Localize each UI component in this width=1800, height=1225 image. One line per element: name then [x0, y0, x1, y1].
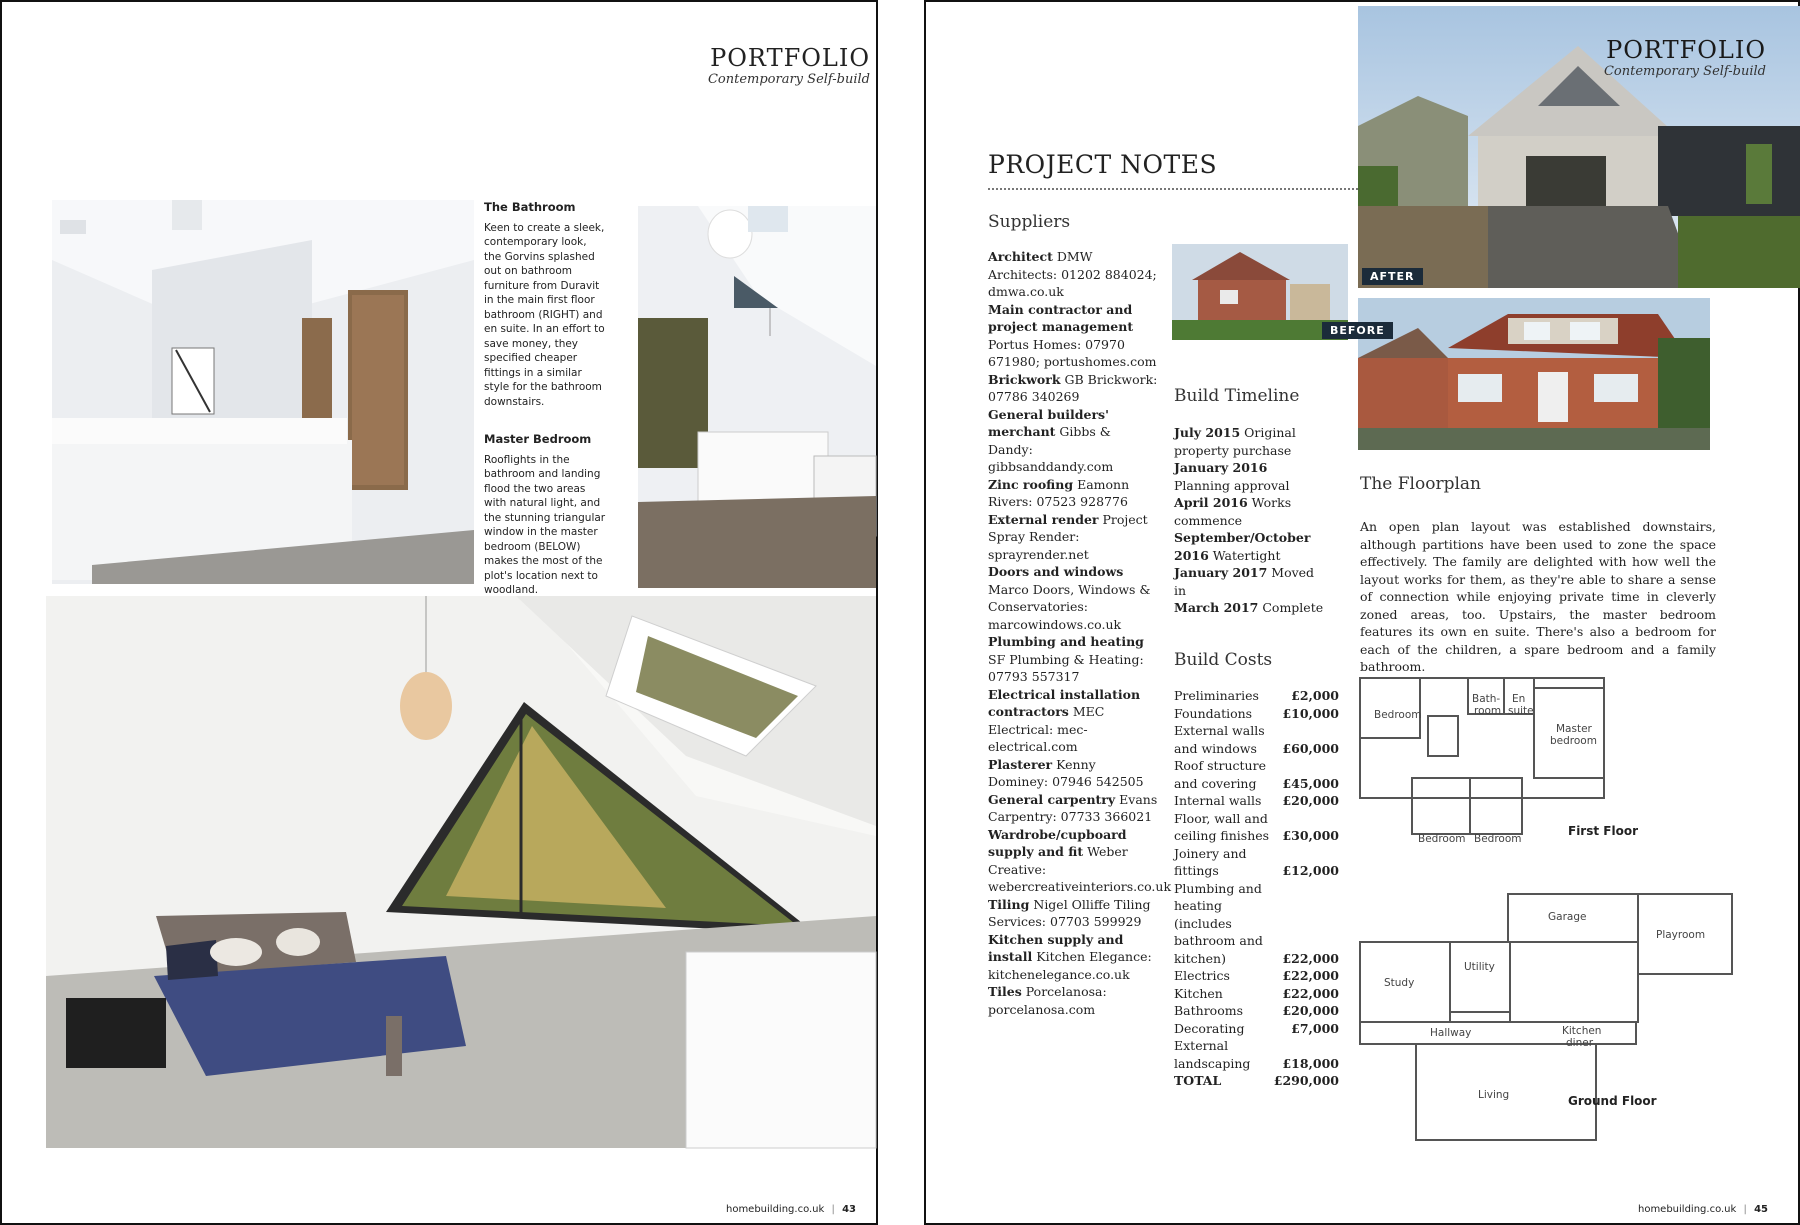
room-study: Study	[1384, 977, 1415, 989]
cost-row	[1174, 1020, 1339, 1038]
supplier-item	[988, 791, 1158, 826]
room-bedroom-2: Bedroom	[1418, 833, 1466, 845]
room-master-a: Master	[1556, 723, 1592, 735]
section-title: PORTFOLIO	[1606, 36, 1766, 64]
left-page	[0, 0, 878, 1225]
cost-row	[1174, 1072, 1339, 1090]
folio-site: homebuilding.co.uk	[725, 1204, 825, 1215]
timeline-item	[1174, 459, 1324, 494]
timeline-item	[1174, 424, 1324, 459]
timeline-item	[1174, 564, 1324, 599]
suppliers-list	[988, 248, 1172, 1018]
cost-row	[1174, 1037, 1339, 1072]
cost-row	[1174, 792, 1339, 810]
after-tag: AFTER	[1362, 268, 1423, 285]
bathroom-heading: The Bathroom	[484, 200, 576, 214]
timeline-item	[1174, 494, 1324, 529]
cost-item: Preliminaries	[1174, 688, 1259, 703]
cost-item: Plumbing and heating (includes bathroom and kitchen)	[1174, 880, 1263, 966]
cost-amount: £22,000	[1282, 968, 1339, 983]
supplier-detail: Weber Creative: webercreativeinteriors.co.uk	[988, 844, 1172, 894]
supplier-detail: SF Plumbing & Heating: 07793 557317	[988, 651, 1144, 684]
timeline-date: April 2016	[1174, 495, 1248, 510]
room-hallway: Hallway	[1430, 1027, 1472, 1039]
floorplan-heading: The Floorplan	[1360, 474, 1481, 494]
supplier-item	[988, 896, 1158, 931]
section-subtitle: Contemporary Self-build	[1603, 64, 1766, 79]
cost-item: Decorating	[1174, 1020, 1245, 1036]
supplier-role: External render	[988, 511, 1099, 527]
supplier-detail: Eamonn Rivers: 07523 928776	[988, 476, 1130, 509]
cost-amount: £2,000	[1291, 688, 1339, 703]
supplier-detail: Porcelanosa: porcelanosa.com	[988, 984, 1107, 1017]
supplier-item	[988, 511, 1158, 564]
supplier-role: Plumbing and heating	[988, 634, 1144, 649]
timeline-date: September/October 2016	[1174, 530, 1311, 563]
timeline-event: Works commence	[1174, 495, 1292, 528]
cost-item: Electrics	[1174, 968, 1230, 983]
before-tag: BEFORE	[1322, 322, 1393, 339]
cost-row	[1174, 845, 1339, 880]
supplier-item	[988, 301, 1158, 371]
cost-amount: £30,000	[1282, 828, 1339, 843]
cost-row	[1174, 985, 1339, 1003]
room-master-b: bedroom	[1550, 735, 1597, 747]
supplier-role: General builders' merchant	[988, 406, 1109, 439]
supplier-detail: Project Spray Render: sprayrender.net	[988, 511, 1148, 562]
project-notes-title: PROJECT NOTES	[988, 150, 1218, 179]
supplier-item	[988, 983, 1158, 1018]
timeline-item	[1174, 529, 1324, 564]
cost-item: Internal walls	[1174, 793, 1262, 808]
supplier-detail: Kenny Dominey: 07946 542505	[988, 756, 1144, 789]
supplier-item	[988, 563, 1158, 633]
bathroom-photo	[638, 206, 876, 588]
supplier-role: Wardrobe/cupboard supply and fit	[988, 826, 1127, 859]
room-bathroom-b: room	[1474, 705, 1502, 717]
section-subtitle: Contemporary Self-build	[707, 72, 870, 87]
supplier-detail: DMW Architects: 01202 884024; dmwa.co.uk	[988, 249, 1157, 299]
timeline-item	[1174, 599, 1324, 617]
cost-row	[1174, 810, 1339, 845]
supplier-role: Tiling	[988, 896, 1030, 912]
first-floor-label: First Floor	[1568, 824, 1639, 838]
cost-amount: £45,000	[1282, 775, 1339, 791]
cost-item: Bathrooms	[1174, 1003, 1244, 1018]
supplier-role: Plasterer	[988, 756, 1053, 772]
costs-table	[1174, 687, 1339, 1090]
room-garage: Garage	[1548, 911, 1587, 923]
cost-row	[1174, 1002, 1339, 1020]
bathroom-caption	[484, 200, 606, 409]
supplier-detail: Portus Homes: 07970 671980; portushomes.com	[988, 336, 1157, 369]
folio: homebuilding.co.uk | 45	[1637, 1204, 1768, 1215]
room-bathroom-a: Bath-	[1472, 693, 1501, 705]
room-ensuite-b: suite	[1508, 705, 1534, 717]
supplier-role: Tiles	[988, 984, 1022, 999]
section-header	[1604, 38, 1766, 79]
timeline-date: January 2017	[1174, 565, 1268, 580]
cost-item: Joinery and fittings	[1174, 845, 1247, 878]
supplier-role: Kitchen supply and install	[988, 931, 1124, 964]
supplier-item	[988, 248, 1158, 301]
supplier-role: General carpentry	[988, 791, 1116, 807]
supplier-role: Doors and windows	[988, 564, 1124, 579]
cost-amount: £290,000	[1273, 1073, 1339, 1088]
supplier-role: Brickwork	[988, 371, 1061, 387]
room-bedroom-3: Bedroom	[1474, 833, 1522, 845]
cost-item: Kitchen	[1174, 985, 1223, 1001]
timeline-event: Complete	[1262, 600, 1324, 615]
room-playroom: Playroom	[1656, 929, 1706, 941]
cost-row	[1174, 880, 1339, 968]
before-photo-large	[1358, 298, 1710, 450]
room-kitchen-b: diner	[1566, 1037, 1594, 1049]
supplier-detail: Gibbs & Dandy: gibbsanddandy.com	[988, 424, 1114, 474]
supplier-role: Main contractor and project management	[988, 301, 1134, 334]
cost-item: Foundations	[1174, 705, 1253, 721]
folio-page-number: 45	[1754, 1204, 1768, 1215]
supplier-detail: Nigel Olliffe Tiling Services: 07703 599929	[988, 896, 1151, 929]
supplier-detail: MEC Electrical: mec-electrical.com	[988, 704, 1105, 754]
supplier-item	[988, 633, 1158, 686]
timeline-date: July 2015	[1174, 425, 1241, 440]
cost-amount: £18,000	[1282, 1055, 1339, 1071]
page-gutter	[878, 0, 924, 1225]
timeline-heading: Build Timeline	[1174, 386, 1300, 406]
cost-amount: £60,000	[1282, 740, 1339, 756]
supplier-item	[988, 756, 1158, 791]
cost-row	[1174, 757, 1339, 792]
section-header	[708, 46, 870, 87]
timeline-event: Watertight	[1212, 547, 1281, 563]
timeline-date: March 2017	[1174, 600, 1259, 615]
bathroom-text: Keen to create a sleek, contemporary look, the Gorvins splashed out on bathroom furniture from Duravit in the main first floor bathroom (RIGHT) and en suite. In an effort to save money, they specified cheaper fittings in a similar style for the bathroom downstairs.	[484, 221, 605, 408]
room-bedroom-1: Bedroom	[1374, 709, 1422, 721]
supplier-item	[988, 371, 1158, 406]
supplier-detail: Kitchen Elegance: kitchenelegance.co.uk	[988, 949, 1152, 982]
supplier-item	[988, 826, 1172, 896]
cost-amount: £20,000	[1282, 793, 1339, 808]
costs-heading: Build Costs	[1174, 650, 1273, 670]
cost-amount: £7,000	[1291, 1020, 1339, 1036]
cost-item: Roof structure and covering	[1174, 758, 1266, 791]
supplier-detail: GB Brickwork: 07786 340269	[988, 371, 1158, 404]
cost-amount: £20,000	[1282, 1003, 1339, 1018]
supplier-role: Electrical installation contractors	[988, 686, 1141, 719]
ground-floor-label: Ground Floor	[1568, 1094, 1657, 1108]
folio-page-number: 43	[842, 1204, 856, 1215]
folio-site: homebuilding.co.uk	[1637, 1204, 1737, 1215]
timeline-list	[1174, 424, 1324, 617]
ground-floor-plan	[1358, 892, 1738, 1142]
supplier-item	[988, 476, 1158, 511]
title-divider	[988, 188, 1358, 190]
timeline-event: Planning approval	[1174, 477, 1290, 493]
room-utility: Utility	[1464, 961, 1495, 973]
bedroom-caption	[484, 432, 606, 598]
bedroom-text: Rooflights in the bathroom and landing flood the two areas with natural light, and the stunning triangular window in the master bedroom (BELOW) makes the most of the plot's location next to woodland.	[484, 453, 606, 596]
cost-item: External landscaping	[1174, 1038, 1251, 1071]
supplier-item	[988, 686, 1158, 756]
first-floor-plan	[1358, 676, 1648, 845]
supplier-detail: Marco Doors, Windows & Conservatories: marcowindows.co.uk	[988, 581, 1151, 632]
cost-amount: £22,000	[1282, 985, 1339, 1001]
suppliers-heading: Suppliers	[988, 212, 1071, 232]
cost-row	[1174, 687, 1339, 705]
timeline-event: Original property purchase	[1174, 425, 1296, 458]
section-title: PORTFOLIO	[710, 44, 870, 72]
supplier-role: Zinc roofing	[988, 476, 1074, 492]
floorplan-text: An open plan layout was established downstairs, although partitions have been used to zone the space effectively. The family are delighted with how well the layout works for them, as they're able to share a sense of connection while enjoying private time in cleverly zoned areas, too. Upstairs, the master bedroom features its own en suite. There's also a bedroom for each of the children, a spare bedroom and a family bathroom.	[1360, 519, 1716, 674]
cost-row	[1174, 967, 1339, 985]
right-page	[924, 0, 1800, 1225]
cost-item: Floor, wall and ceiling finishes	[1174, 810, 1270, 843]
cost-amount: £12,000	[1282, 863, 1339, 878]
bedroom-heading: Master Bedroom	[484, 432, 592, 446]
supplier-detail: Evans Carpentry: 07733 366021	[988, 791, 1158, 824]
folio: homebuilding.co.uk | 43	[725, 1204, 856, 1215]
cost-row	[1174, 722, 1339, 757]
supplier-item	[988, 406, 1158, 476]
timeline-date: January 2016	[1174, 460, 1268, 475]
cost-amount: £22,000	[1282, 950, 1339, 966]
room-kitchen-a: Kitchen	[1562, 1025, 1602, 1037]
room-living: Living	[1478, 1089, 1510, 1101]
cost-item: External walls and windows	[1174, 723, 1265, 756]
supplier-item	[988, 931, 1158, 984]
cost-amount: £10,000	[1282, 705, 1339, 721]
room-ensuite-a: En	[1512, 693, 1526, 705]
timeline-event: Moved in	[1174, 565, 1315, 598]
cost-item: TOTAL	[1174, 1073, 1222, 1088]
bedroom-photo	[46, 596, 876, 1148]
landing-photo	[52, 200, 474, 584]
supplier-role: Architect	[988, 249, 1053, 264]
cost-row	[1174, 705, 1339, 723]
